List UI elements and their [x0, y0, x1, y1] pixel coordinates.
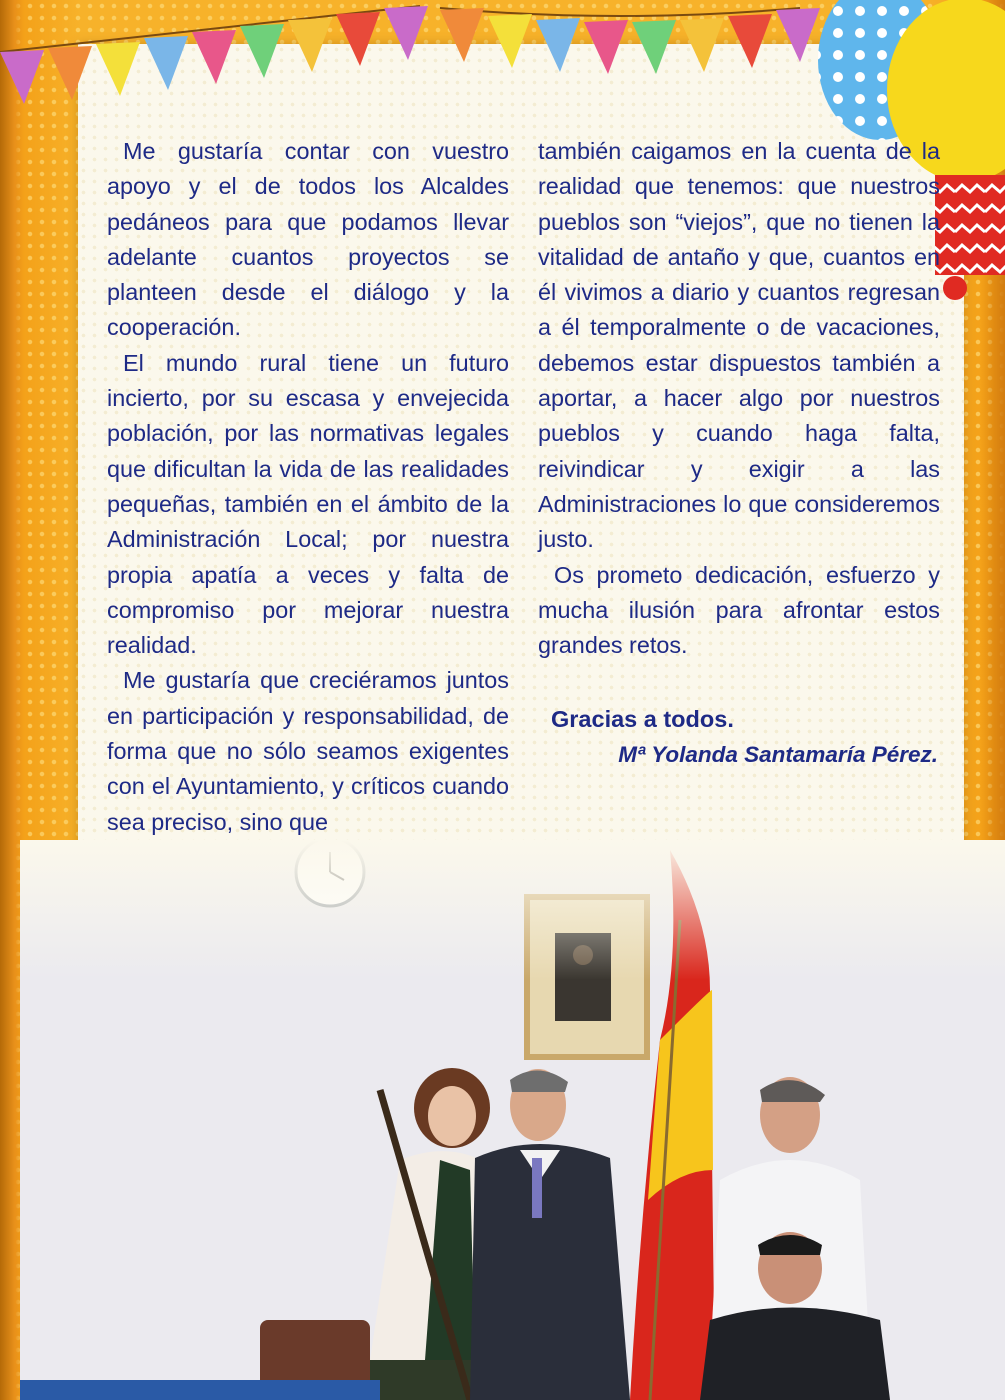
- bunting-pennant: [144, 36, 188, 90]
- bunting-pennant: [632, 20, 676, 74]
- bunting-pennant: [192, 30, 236, 84]
- bunting-pennant: [384, 6, 428, 60]
- closing-line: Gracias a todos.: [551, 706, 734, 732]
- bunting-pennant: [96, 42, 140, 96]
- council-photo: [20, 840, 1005, 1400]
- table: [20, 1380, 380, 1400]
- bunting-pennant: [488, 14, 532, 68]
- photo-top-fade: [20, 840, 1005, 980]
- letter-right-column: [538, 134, 940, 663]
- bunting-pennant: [536, 18, 580, 72]
- paragraph: Os prometo dedicación, esfuerzo y mucha ilusión para afrontar estos grandes retos.: [538, 561, 940, 659]
- signature: Mª Yolanda Santamaría Pérez.: [618, 742, 938, 767]
- paragraph: también caigamos en la cuenta de la realidad que tenemos: que nuestros pueblos son “viejos”, que no tienen la vitalidad de antaño y que, cuantos en él vivimos a diario y cuantos regresan a él temporalmente o de vacaciones, debemos estar dispuestos también a aportar, a hacer algo por nuestros pueblos y cuando haga falta, reivindicar y exigir a las Administraciones lo que consideremos justo.: [538, 138, 940, 553]
- bunting-pennant: [728, 14, 772, 68]
- bunting-pennant: [584, 20, 628, 74]
- bunting-pennant: [48, 46, 92, 100]
- gift-box: [935, 175, 1005, 275]
- bunting-pennant: [0, 50, 44, 104]
- bunting-pennant: [440, 8, 484, 62]
- bunting-pennant: [680, 18, 724, 72]
- paragraph: El mundo rural tiene un futuro incierto, por su escasa y envejecida población, por las normativas legales que dificultan la vida de las realidades pequeñas, también en el ámbito de la Administración Local; por nuestra propia apatía a veces y falta de compromiso por mejorar nuestra realidad.: [107, 349, 509, 659]
- bunting-pennant: [336, 12, 380, 66]
- paragraph: Me gustaría que creciéramos juntos en participación y responsabilidad, de forma que no sólo seamos exigentes con el Ayuntamiento, y críticos cuando sea preciso, sino que: [107, 667, 509, 835]
- bunting-pennant: [240, 24, 284, 78]
- paragraph: Me gustaría contar con vuestro apoyo y el de todos los Alcaldes pedáneos para que podamos llevar adelante cuantos proyectos se planteen desde el diálogo y la cooperación.: [107, 138, 509, 341]
- bunting-pennant: [288, 18, 332, 72]
- letter-left-column: [107, 134, 509, 840]
